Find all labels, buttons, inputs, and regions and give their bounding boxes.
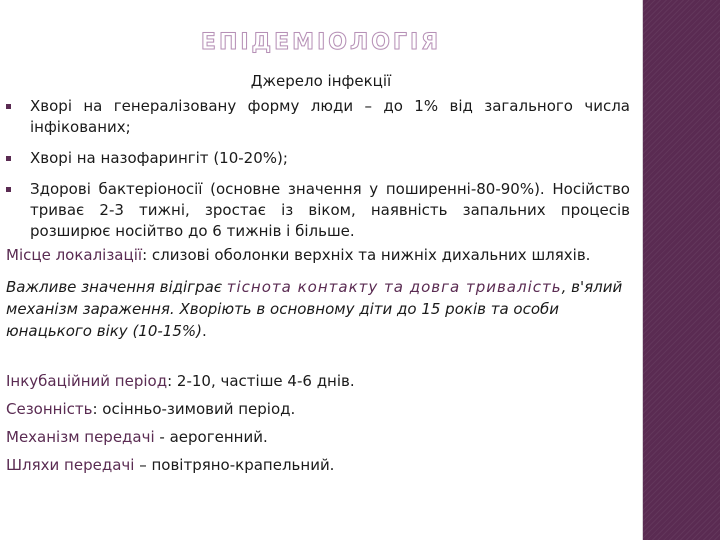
mechanism-label: Механізм передачі xyxy=(6,428,155,446)
source-list xyxy=(6,96,630,252)
seasonality-text: : осінньо-зимовий період. xyxy=(92,400,296,418)
incubation-text: : 2-10, частіше 4-6 днів. xyxy=(167,372,355,390)
list-item-text: Здорові бактеріоносії (основне значення у поширенні-80-90%). Носійство триває 2-3 тижні, зростає із віком, наявність запальних процесів розширює носійтво до 6 тижнів і більше. xyxy=(30,180,630,240)
list-item-text: Хворі на назофарингіт (10-20%); xyxy=(30,149,288,167)
list-item xyxy=(6,96,630,138)
list-item xyxy=(6,148,630,169)
incubation-paragraph xyxy=(6,370,634,392)
importance-part2: , в'ялий механізм зараження xyxy=(6,278,623,318)
list-item-text: Хворі на генералізовану форму люди – до 1% від загального числа інфікованих; xyxy=(30,97,630,136)
routes-paragraph xyxy=(6,454,634,476)
incubation-label: Інкубаційний період xyxy=(6,372,168,390)
importance-part4: . xyxy=(202,322,207,340)
square-bullet-icon xyxy=(6,104,11,109)
slide-subtitle: Джерело інфекції xyxy=(250,72,392,90)
decorative-sidebar xyxy=(642,0,720,540)
slide-title: ЕПІДЕМІОЛОГІЯ xyxy=(200,30,442,55)
localization-text: : слизові оболонки верхніх та нижніх дихальних шляхів. xyxy=(142,246,591,264)
localization-label: Місце локалізації xyxy=(6,246,143,264)
seasonality-paragraph xyxy=(6,398,634,420)
importance-part3: . Хворіють в основному діти до 15 років та особи юнацького віку (10-15%) xyxy=(6,300,560,340)
mechanism-paragraph xyxy=(6,426,634,448)
importance-part1: Важливе значення відіграє xyxy=(6,278,227,296)
seasonality-label: Сезонність xyxy=(6,400,93,418)
importance-highlight: тіснота контакту та довга тривалість xyxy=(226,278,562,296)
square-bullet-icon xyxy=(6,156,11,161)
localization-paragraph xyxy=(6,244,634,266)
list-item xyxy=(6,179,630,242)
square-bullet-icon xyxy=(6,187,11,192)
routes-label: Шляхи передачі xyxy=(6,456,135,474)
importance-paragraph xyxy=(6,276,634,342)
mechanism-text: - аерогенний. xyxy=(154,428,268,446)
routes-text: – повітряно-крапельний. xyxy=(134,456,335,474)
